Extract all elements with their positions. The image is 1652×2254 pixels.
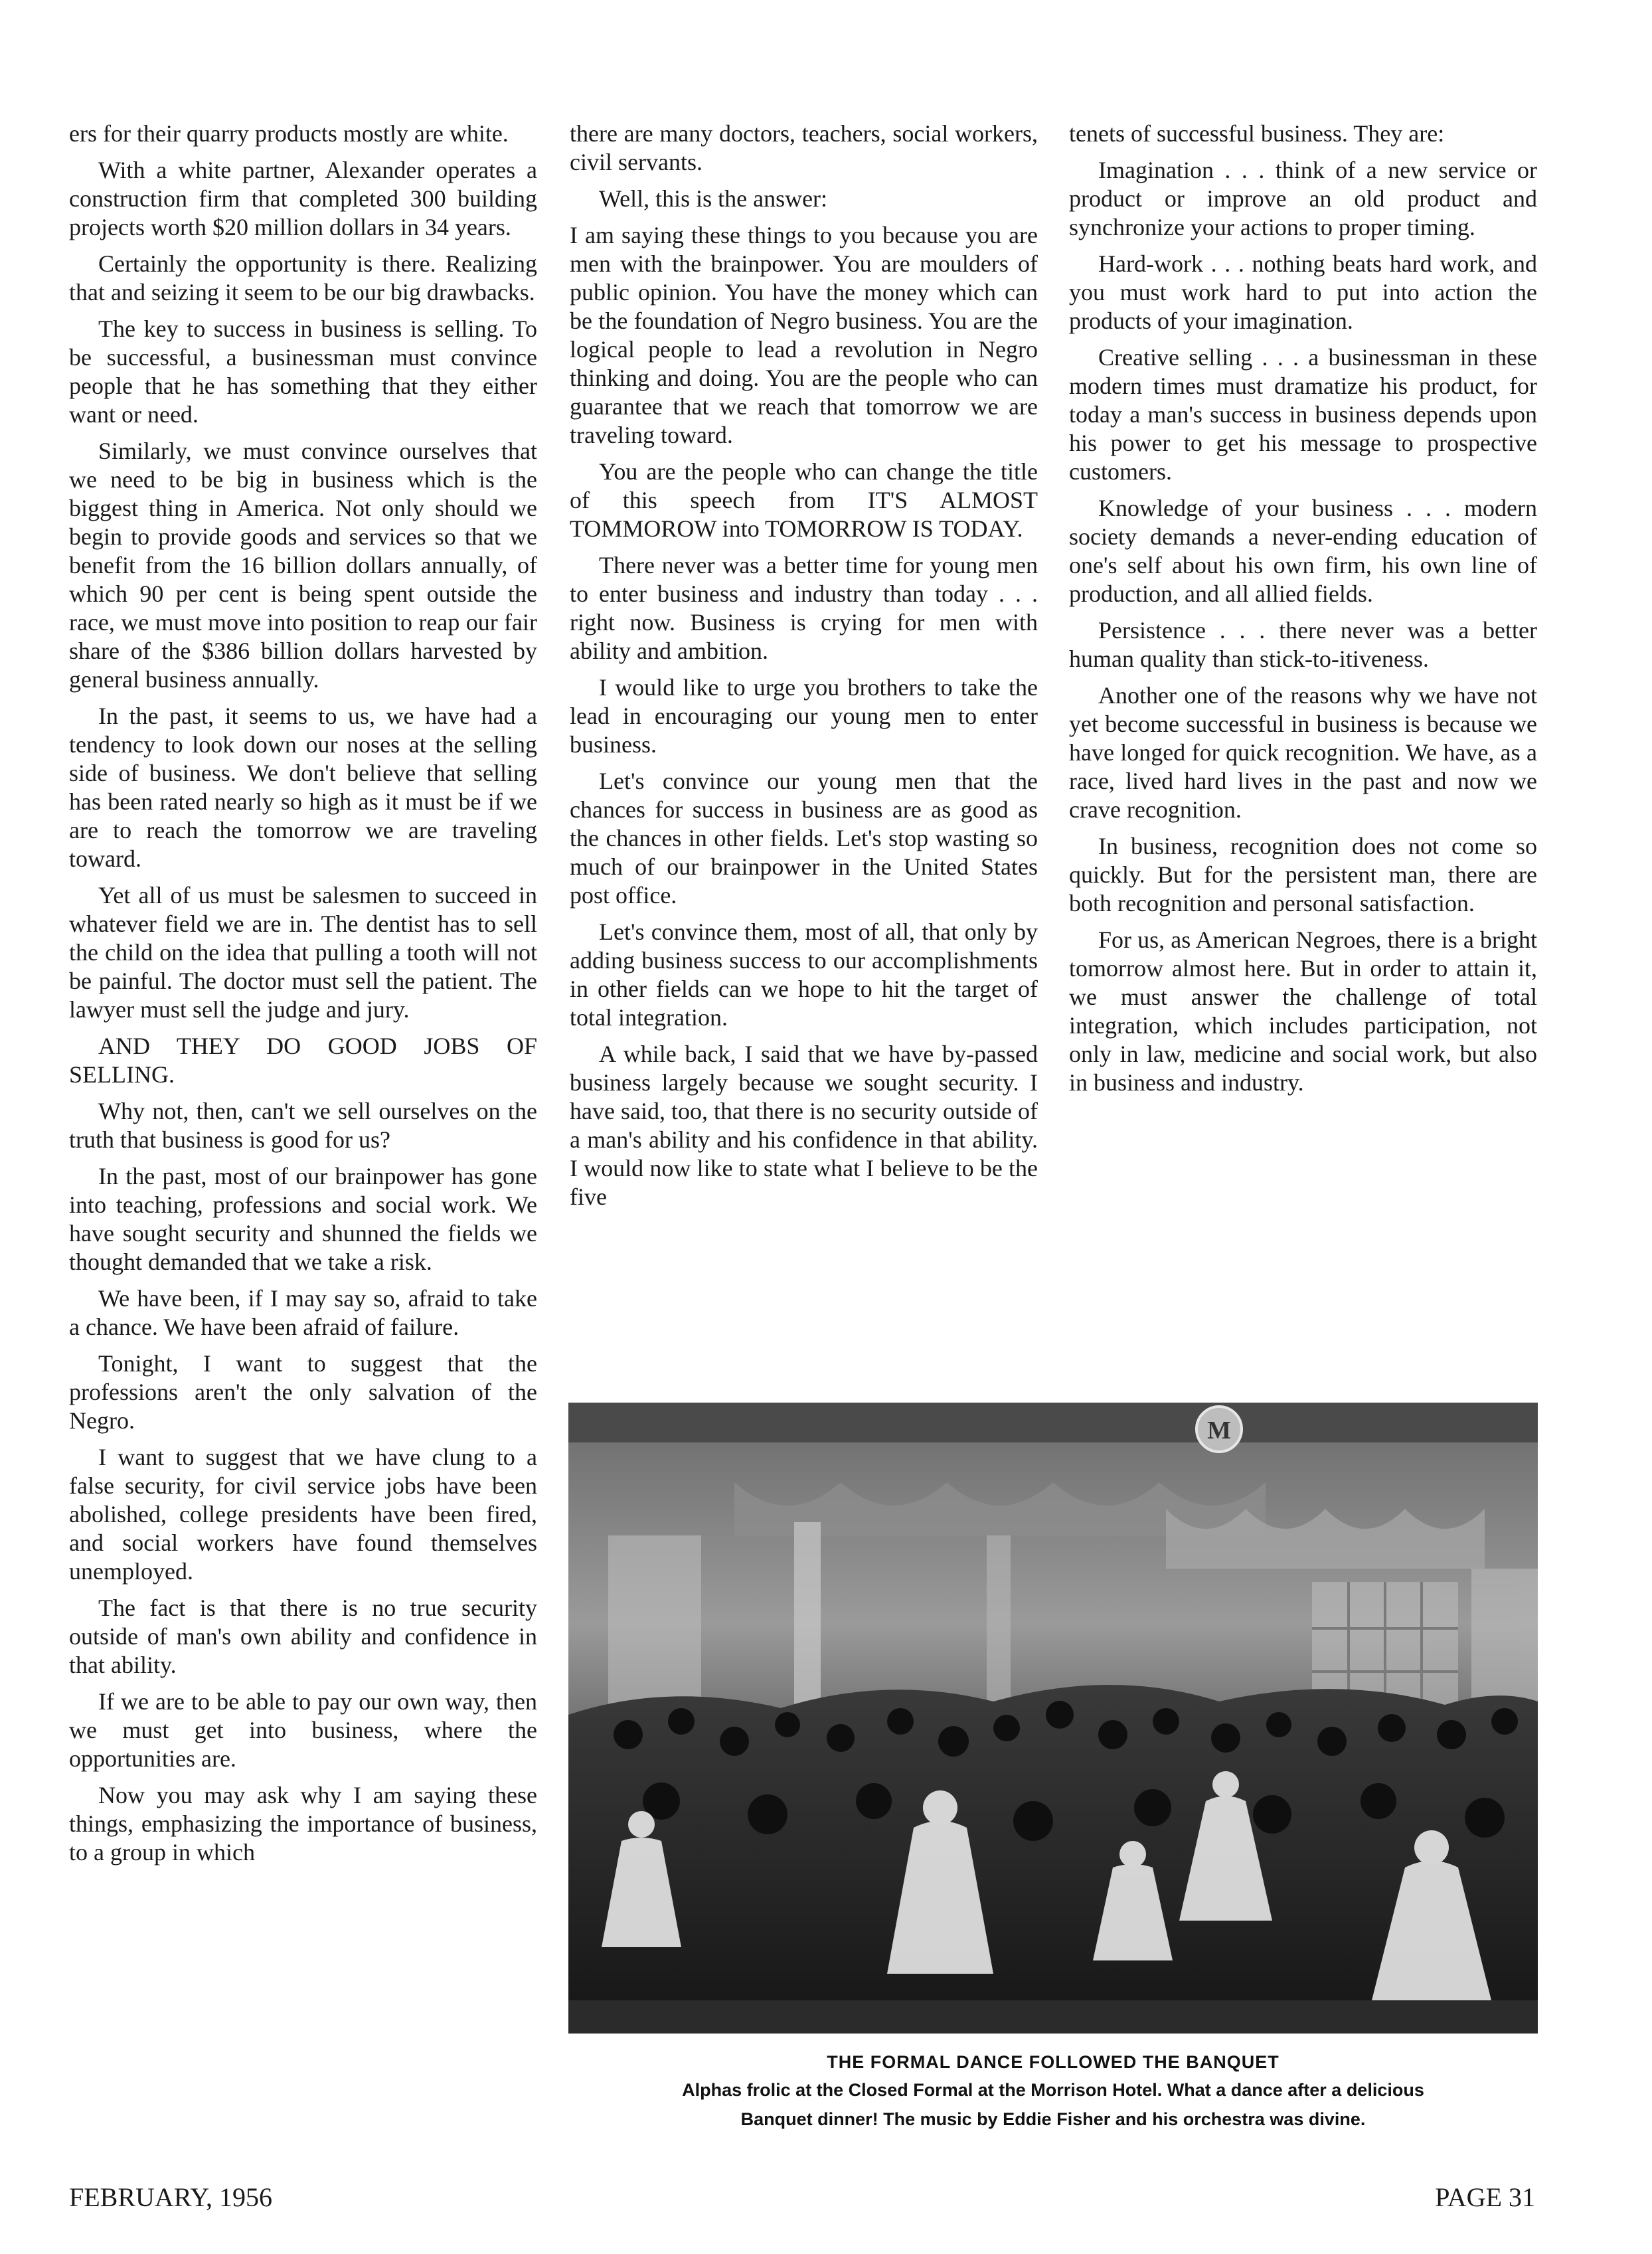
paragraph: The key to success in business is selling. To be successful, a businessman must convince people that he has something that they either want or need. [69,315,537,428]
caption-body-line-2: Banquet dinner! The music by Eddie Fisher and his orchestra was divine. [740,2109,1366,2129]
paragraph: Knowledge of your business . . . modern society demands a never-ending education of one's self about his own firm, his own line of production, and all allied fields. [1069,495,1537,607]
hotel-emblem [1197,1407,1242,1452]
article-column-1 [69,120,537,1875]
paragraph: Similarly, we must convince ourselves that we need to be big in business which is the biggest thing in America. Not only should we begin to provide goods and services so that we benefit from the 16 billion dollars annually, of which 90 per cent is being spent outside the race, we must move into position to reap our fair share of the $386 billion dollars harvested by general business annually. [69,438,537,693]
article-column-3 [1069,120,1537,1105]
paragraph: Creative selling . . . a businessman in these modern times must dramatize his product, for today a man's success in business depends upon his power to get his message to prospective customers. [1069,344,1537,485]
footer-page-number: PAGE 31 [1435,2182,1535,2212]
caption-body-line-1: Alphas frolic at the Closed Formal at the Morrison Hotel. What a dance after a delicious [682,2080,1424,2100]
paragraph: Yet all of us must be salesmen to succeed in whatever field we are in. The dentist has to sell the child on the idea that pulling a tooth will not be painful. The doctor must sell the patient. The lawyer must sell the judge and jury. [69,882,537,1023]
paragraph: Let's convince our young men that the chances for success in business are as good as the chances in other fields. Let's stop wasting so much of our brainpower in the United States post office. [570,768,1038,909]
paragraph: In the past, most of our brainpower has gone into teaching, professions and social work. We have sought security and shunned the fields we thought demanded that we take a risk. [69,1163,537,1275]
paragraph: AND THEY DO GOOD JOBS OF SELLING. [69,1033,537,1088]
paragraph: there are many doctors, teachers, social workers, civil servants. [570,120,1038,175]
paragraph: With a white partner, Alexander operates a construction firm that completed 300 building projects worth $20 million dollars in 34 years. [69,157,537,240]
paragraph: In the past, it seems to us, we have had a tendency to look down our noses at the selling side of business. We don't believe that selling has been rated nearly so high as it must be if we are to reach the tomorrow we are traveling toward. [69,703,537,872]
paragraph: The fact is that there is no true security outside of man's own ability and confidence in that ability. [69,1595,537,1678]
paragraph: Well, this is the answer: [599,185,828,212]
paragraph: I want to suggest that we have clung to a false security, for civil service jobs have been abolished, college presidents have been fired, and social workers have found themselves unemployed. [69,1444,537,1585]
paragraph: You are the people who can change the title of this speech from IT'S ALMOST TOMMOROW into TOMORROW IS TODAY. [570,458,1038,542]
paragraph: Tonight, I want to suggest that the professions aren't the only salvation of the Negro. [69,1350,537,1434]
dance-photo-illustration [568,1403,1538,2034]
paragraph: Another one of the reasons why we have not yet become successful in business is because we have longed for quick recognition. We have, as a race, lived hard lives in the past and now we crave recognition. [1069,682,1537,823]
paragraph: Persistence . . . there never was a better human quality than stick-to-itiveness. [1069,617,1537,672]
paragraph: If we are to be able to pay our own way, then we must get into business, where the opportunities are. [69,1688,537,1772]
paragraph: I would like to urge you brothers to take the lead in encouraging our young men to enter business. [570,674,1038,758]
article-column-2 [570,120,1038,1219]
paragraph: Certainly the opportunity is there. Realizing that and seizing it seem to be our big drawbacks. [69,250,537,305]
paragraph: Now you may ask why I am saying these things, emphasizing the importance of business, to a group in which [69,1782,537,1865]
footer-date: FEBRUARY, 1956 [69,2182,273,2212]
dance-photo [568,1403,1538,2034]
paragraph: There never was a better time for young men to enter business and industry than today . . . right now. Business is crying for men with ability and ambition. [570,552,1038,664]
caption-title: THE FORMAL DANCE FOLLOWED THE BANQUET [827,2052,1280,2072]
paragraph: Let's convince them, most of all, that only by adding business success to our accomplishments in other fields can we hope to hit the target of total integration. [570,918,1038,1031]
paragraph: tenets of successful business. They are: [1069,120,1445,147]
paragraph: Hard-work . . . nothing beats hard work, and you must work hard to put into action the products of your imagination. [1069,250,1537,334]
paragraph: In business, recognition does not come so quickly. But for the persistent man, there are both recognition and personal satisfaction. [1069,833,1537,916]
paragraph: Why not, then, can't we sell ourselves on the truth that business is good for us? [69,1098,537,1153]
paragraph: Imagination . . . think of a new service or product or improve an old product and synchronize your actions to proper timing. [1069,157,1537,240]
paragraph: For us, as American Negroes, there is a bright tomorrow almost here. But in order to attain it, we must answer the challenge of total integration, which includes participation, not only in law, medicine and social work, but also in business and industry. [1069,926,1537,1096]
emblem-letter: M [1207,1417,1231,1444]
paragraph: I am saying these things to you because you are men with the brainpower. You are moulders of public opinion. You have the money which can be the foundation of Negro business. You are the logical people to lead a revolution in Negro thinking and doing. You are the people who can guarantee that we reach that tomorrow we are traveling toward. [570,222,1038,448]
paragraph: We have been, if I may say so, afraid to take a chance. We have been afraid of failure. [69,1285,537,1340]
paragraph: ers for their quarry products mostly are white. [69,120,509,147]
photo-caption [568,2049,1538,2134]
paragraph: A while back, I said that we have by-passed business largely because we sought security. I have said, too, that there is no security outside of a man's ability and his confidence in that ability. I would now like to state what I believe to be the five [570,1041,1038,1210]
